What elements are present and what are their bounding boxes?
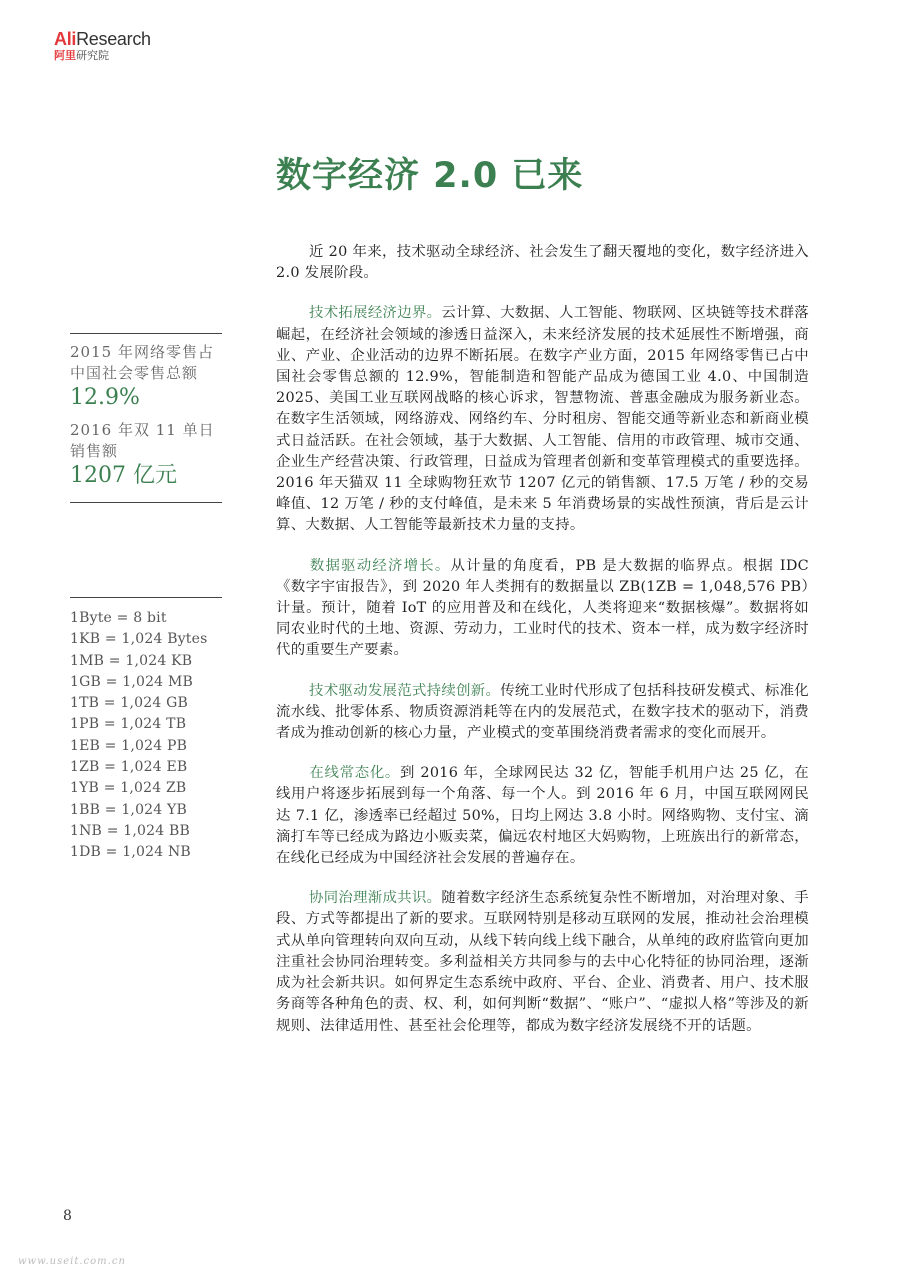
unit-line: 1Byte = 8 bit bbox=[70, 610, 167, 626]
unit-line: 1PB = 1,024 TB bbox=[70, 716, 187, 733]
unit-line: 1NB = 1,024 BB bbox=[70, 822, 190, 839]
stat-double-11-sales bbox=[70, 420, 222, 490]
section-lead: 数据驱动经济增长。 bbox=[309, 557, 451, 574]
unit-line: 1EB = 1,024 PB bbox=[70, 737, 188, 754]
data-unit-list bbox=[70, 597, 222, 864]
logo-ali: Ali bbox=[54, 29, 77, 49]
section-paragraph bbox=[276, 303, 809, 536]
aliresearch-logo bbox=[54, 30, 151, 62]
logo-cn-red: 阿里 bbox=[54, 49, 76, 62]
stat-online-retail bbox=[70, 342, 222, 412]
stat-value: 12.9% bbox=[70, 385, 140, 410]
section-text: 云计算、大数据、人工智能、物联网、区块链等技术群落崛起，在经济社会领域的渗透日益深入，未来经济发展的技术延展性不断增强，商业、产业、企业活动的边界不断拓展。在数字产业方面，2015 年网络零售已占中国社会零售总额的 12.9%，智能制造和智能产品成为德国工业 4.0、中国制造 2025、美国工业互联网战略的核心诉求，智慧物流、普惠金融成为服务新业态。在数字生活领域，网络游戏、网络约车、分时租房、智能交通等新业态和新商业模式日益活跃。在社会领域，基于大数据、人工智能、信用的市政管理、城市交通、企业生产经营决策、行政管理，日益成为管理者创新和变革管理模式的重要选择。2016 年天猫双 11 全球购物狂欢节 1207 亿元的销售额、17.5 万笔 / 秒的交易峰值、12 万笔 / 秒的支付峰值，是未来 5 年消费场景的实战性预演，背后是云计算、大数据、人工智能等最新技术力量的支持。 bbox=[276, 305, 809, 534]
logo-chinese bbox=[54, 49, 151, 62]
stat-label: 2016 年双 11 单日销售额 bbox=[70, 421, 215, 460]
unit-line: 1KB = 1,024 Bytes bbox=[70, 631, 208, 648]
section-paragraph bbox=[276, 681, 809, 745]
section-text: 随着数字经济生态系统复杂性不断增加，对治理对象、手段、方式等都提出了新的要求。互联网特别是移动互联网的发展，推动社会治理模式从单向管理转向双向互动，从线下转向线上线下融合，从单纯的政府监管向更加注重社会协同治理转变。多利益相关方共同参与的去中心化特征的协同治理，逐渐成为社会新共识。如何界定生态系统中政府、平台、企业、消费者、用户、技术服务商等各种角色的责、权、利，如何判断“数据”、“账户”、“虚拟人格”等涉及的新规则、法律适用性、甚至社会伦理等，都成为数字经济发展绕不开的话题。 bbox=[276, 890, 809, 1034]
body-text bbox=[276, 242, 809, 1056]
section-lead: 在线常态化。 bbox=[309, 765, 401, 782]
intro-paragraph bbox=[276, 242, 809, 284]
unit-line: 1TB = 1,024 GB bbox=[70, 695, 188, 712]
section-paragraph bbox=[276, 888, 809, 1036]
stat-value: 1207 亿元 bbox=[70, 463, 177, 488]
logo-wordmark bbox=[54, 30, 151, 48]
page-title: 数字经济 2.0 已来 bbox=[276, 156, 584, 196]
sidebar-stats bbox=[70, 333, 222, 503]
section-text: 到 2016 年，全球网民达 32 亿，智能手机用户达 25 亿，在线用户将逐步拓展到每一个角落、每一个人。到 2016 年 6 月，中国互联网网民达 7.1 亿，渗透率已经超过 50%，日均上网达 3.8 小时。网络购物、支付宝、滴滴打车等已经成为路边小贩卖菜，偏远农村地区大妈购物，上班族出行的新常态，在线化已经成为中国经济社会发展的普遍存在。 bbox=[276, 765, 810, 867]
unit-line: 1MB = 1,024 KB bbox=[70, 652, 193, 669]
unit-line: 1YB = 1,024 ZB bbox=[70, 780, 187, 797]
stat-label: 2015 年网络零售占中国社会零售总额 bbox=[70, 343, 214, 382]
section-lead: 技术驱动发展范式持续创新。 bbox=[309, 682, 501, 699]
section-text: 从计量的角度看，PB 是大数据的临界点。根据 IDC《数字宇宙报告》，到 2020 年人类拥有的数据量以 ZB(1ZB = 1,048,576 PB）计量。预计，随着 IoT 的应用普及和在线化，人类将迎来“数据核爆”。数据将如同农业时代的土地、资源、劳动力，工业时代的技术、资本一样，成为数字经济时代的重要生产要素。 bbox=[276, 557, 809, 659]
section-paragraph bbox=[276, 763, 809, 869]
intro-text: 近 20 年来，技术驱动全球经济、社会发生了翻天覆地的变化，数字经济进入 2.0 发展阶段。 bbox=[276, 244, 809, 282]
section-lead: 协同治理渐成共识。 bbox=[309, 890, 442, 907]
unit-line: 1GB = 1,024 MB bbox=[70, 673, 193, 690]
logo-cn: 研究院 bbox=[76, 49, 109, 62]
section-lead: 技术拓展经济边界。 bbox=[309, 305, 442, 322]
section-paragraph bbox=[276, 556, 809, 662]
section-text: 传统工业时代形成了包括科技研发模式、标准化流水线、批零体系、物质资源消耗等在内的发展范式，在数字技术的驱动下，消费者成为推动创新的核心力量，产业模式的变革围绕消费者需求的变化而展开。 bbox=[276, 682, 809, 742]
unit-line: 1ZB = 1,024 EB bbox=[70, 759, 188, 776]
watermark: www.useit.com.cn bbox=[18, 1256, 126, 1267]
unit-line: 1BB = 1,024 YB bbox=[70, 801, 187, 818]
unit-line: 1DB = 1,024 NB bbox=[70, 844, 191, 861]
logo-research: Research bbox=[76, 29, 151, 49]
page-number: 8 bbox=[63, 1208, 72, 1224]
